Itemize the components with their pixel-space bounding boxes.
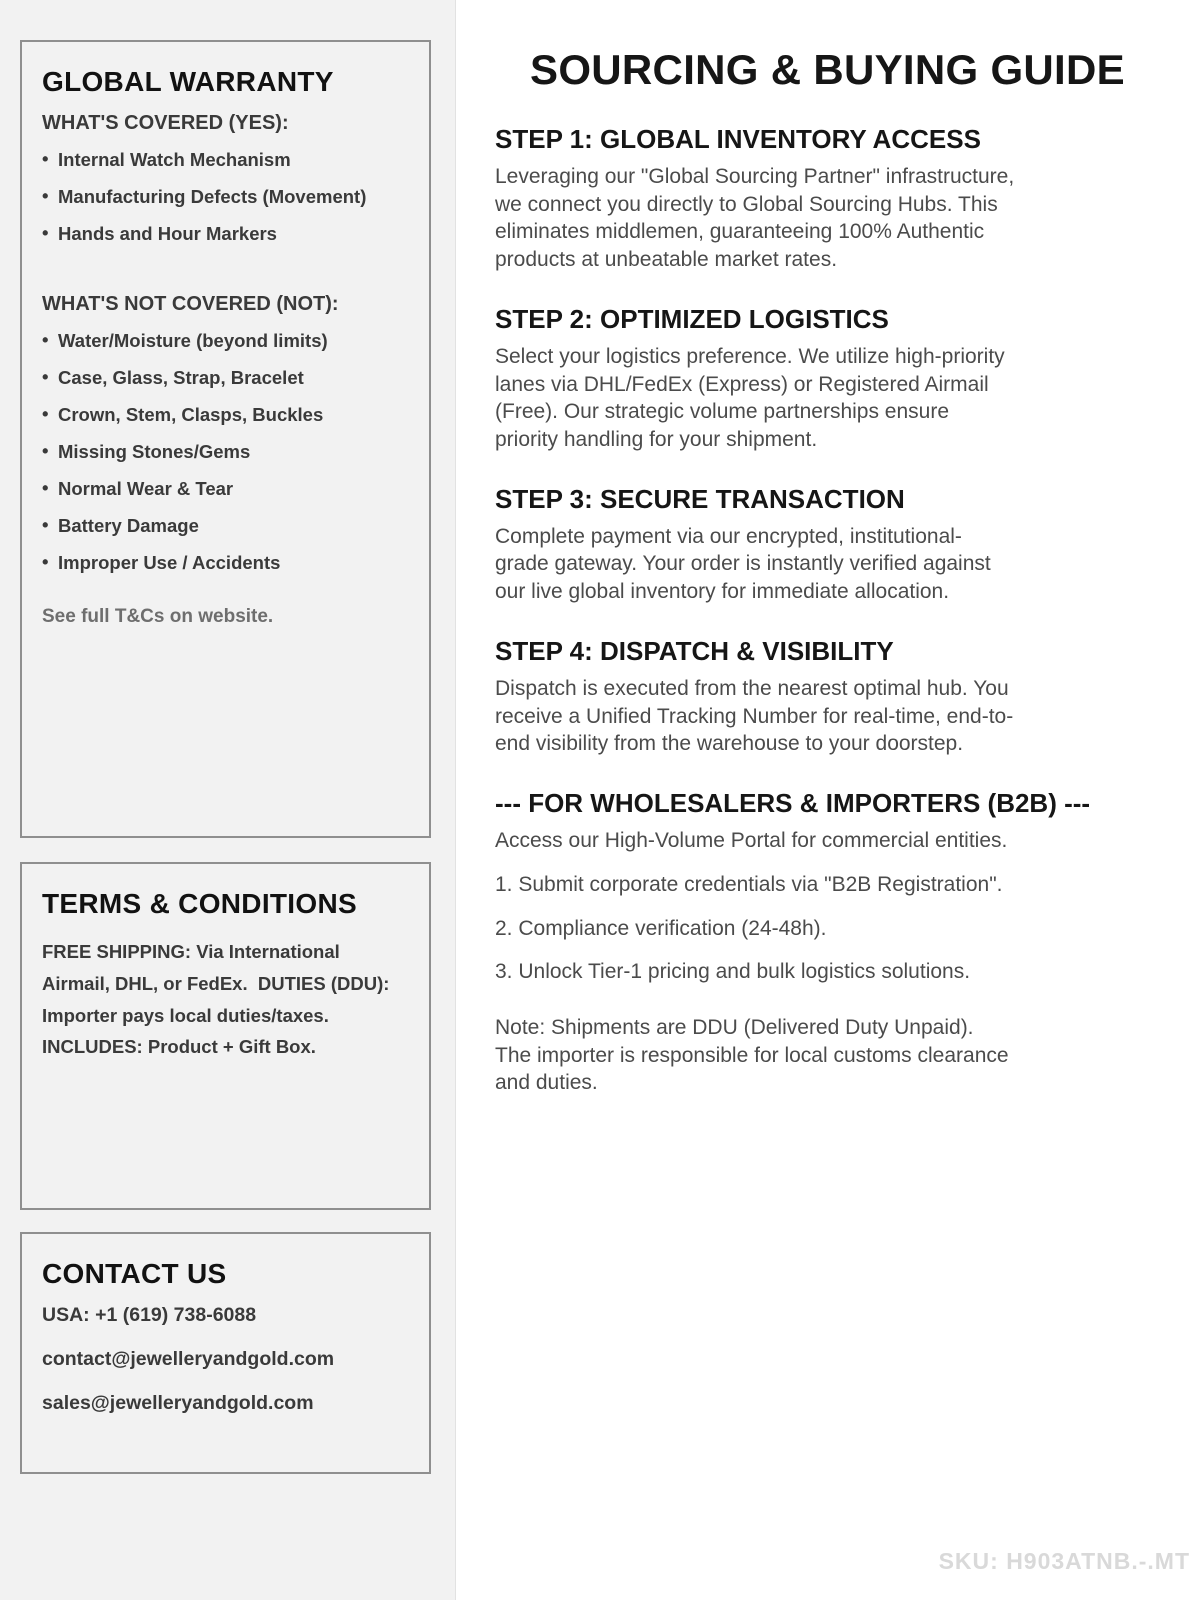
step-3-heading: STEP 3: SECURE TRANSACTION xyxy=(495,483,905,514)
step-4-heading: STEP 4: DISPATCH & VISIBILITY xyxy=(495,635,894,666)
b2b-item-1: 1. Submit corporate credentials via "B2B Registration". xyxy=(495,872,1003,896)
covered-heading: WHAT'S COVERED (YES): xyxy=(42,112,289,134)
page-title: SOURCING & BUYING GUIDE xyxy=(530,46,1125,93)
terms-body: FREE SHIPPING: Via International Airmail, DHL, or FedEx. DUTIES (DDU): Importer pays local duties/taxes. INCLUDES: Product + Gift Box. xyxy=(42,941,395,1058)
step-1-heading: STEP 1: GLOBAL INVENTORY ACCESS xyxy=(495,124,981,154)
covered-list xyxy=(42,149,407,245)
list-item: • Hands and Hour Markers xyxy=(42,223,407,245)
contact-title: CONTACT US xyxy=(42,1258,227,1289)
list-item: • Crown, Stem, Clasps, Buckles xyxy=(42,404,407,426)
b2b-intro: Access our High-Volume Portal for commercial entities. xyxy=(495,829,1008,853)
warranty-title: GLOBAL WARRANTY xyxy=(42,66,334,97)
contact-phone: USA: +1 (619) 738-6088 xyxy=(42,1304,257,1326)
step-3-section xyxy=(495,484,1160,606)
list-item: • Normal Wear & Tear xyxy=(42,478,407,500)
step-2-heading: STEP 2: OPTIMIZED LOGISTICS xyxy=(495,303,889,334)
list-item: • Water/Moisture (beyond limits) xyxy=(42,330,407,352)
global-warranty-panel xyxy=(20,40,431,838)
not-covered-heading: WHAT'S NOT COVERED (NOT): xyxy=(42,293,339,315)
list-item: • Missing Stones/Gems xyxy=(42,441,407,463)
sku-label: SKU: H903ATNB.-.MT xyxy=(938,1548,1190,1574)
list-item: • Battery Damage xyxy=(42,515,407,537)
list-item: • Manufacturing Defects (Movement) xyxy=(42,186,407,208)
list-item: • Improper Use / Accidents xyxy=(42,552,407,574)
contact-email-sales: sales@jewelleryandgold.com xyxy=(42,1392,314,1414)
step-4-body: Dispatch is executed from the nearest optimal hub. You receive a Unified Tracking Number for real-time, end-to-end visibility from the warehouse to your doorstep. xyxy=(495,676,1014,756)
terms-title: TERMS & CONDITIONS xyxy=(42,888,357,919)
step-3-body: Complete payment via our encrypted, institutional-grade gateway. Your order is instantly verified against our live global inventory for immediate allocation. xyxy=(495,524,991,604)
step-4-section xyxy=(495,636,1160,758)
contact-us-panel xyxy=(20,1232,431,1474)
step-1-body: Leveraging our "Global Sourcing Partner" infrastructure, we connect you directly to Global Sourcing Hubs. This eliminates middlemen, guaranteeing 100% Authentic products at unbeatable market rates. xyxy=(495,165,1015,272)
terms-conditions-panel xyxy=(20,862,431,1210)
step-2-body: Select your logistics preference. We utilize high-priority lanes via DHL/FedEx (Express) or Registered Airmail (Free). Our strategic volume partnerships ensure priority handling for your shipment. xyxy=(495,344,1005,452)
b2b-item-3: 3. Unlock Tier-1 pricing and bulk logistics solutions. xyxy=(495,960,971,984)
step-2-section xyxy=(495,304,1160,454)
warranty-footnote: See full T&Cs on website. xyxy=(42,606,274,627)
sidebar xyxy=(0,0,456,1600)
b2b-note: Note: Shipments are DDU (Delivered Duty Unpaid). The importer is responsible for local customs clearance and duties. xyxy=(495,1015,1009,1095)
b2b-section xyxy=(495,788,1160,1097)
list-item: • Internal Watch Mechanism xyxy=(42,149,407,171)
main-content xyxy=(457,0,1200,1600)
not-covered-list xyxy=(42,330,407,574)
contact-email-primary: contact@jewelleryandgold.com xyxy=(42,1348,335,1370)
b2b-item-2: 2. Compliance verification (24-48h). xyxy=(495,916,827,940)
list-item: • Case, Glass, Strap, Bracelet xyxy=(42,367,407,389)
b2b-heading: --- FOR WHOLESALERS & IMPORTERS (B2B) --- xyxy=(495,788,1091,819)
step-1-section xyxy=(495,124,1160,274)
